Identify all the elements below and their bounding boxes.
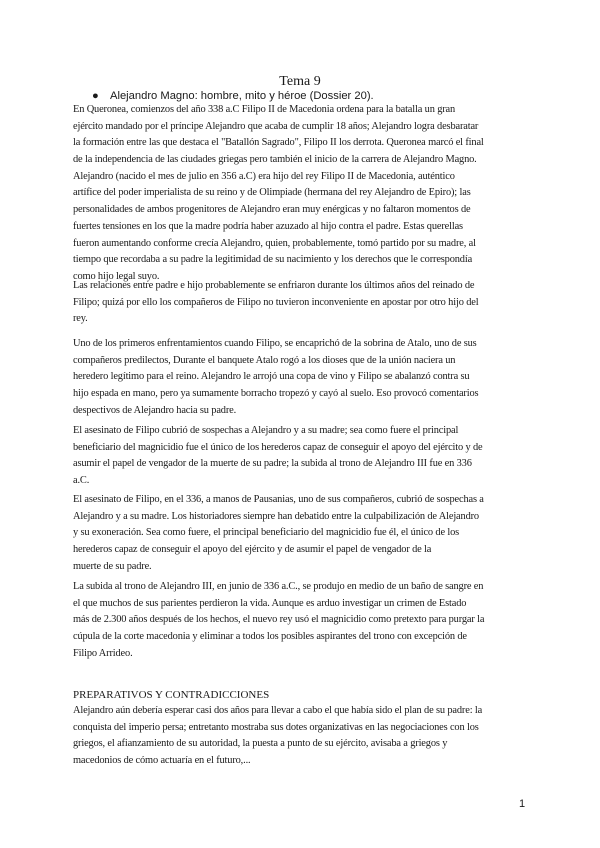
section-heading [73, 687, 533, 704]
text-line: despectivos de Alejandro hacia su padre. [73, 404, 237, 416]
page-number: 1 [519, 798, 526, 810]
text-line: beneficiario del magnicidio fue el único de los herederos capaz de conseguir el apoyo del ejército y de [73, 441, 483, 453]
text-line: Uno de los primeros enfrentamientos cuando Filipo, se encaprichó de la sobrina de Atalo, uno de sus [73, 338, 477, 349]
text-line: griegos, el afianzamiento de su autoridad, la puesta a punto de su ejército, avisaba a griegos y [73, 738, 448, 750]
text-line: El asesinato de Filipo cubrió de sospechas a Alejandro y a su madre; sea como fuere el principal [73, 425, 459, 436]
text-line: compañeros predilectos, Durante el banquete Atalo rogó a los dioses que de la unión naciera un [73, 354, 456, 366]
bullet-item [92, 89, 374, 103]
page-title: Tema 9 [279, 74, 321, 89]
text-line: tiempo que recordaba a su padre la legitimidad de su nacimiento y los derechos que le correspondía [73, 254, 473, 266]
text-line: rey. [73, 313, 88, 325]
bullet-text: Alejandro Magno: hombre, mito y héroe (Dossier 20). [110, 90, 374, 102]
text-line: cúpula de la corte macedonia y eliminar a todos los posibles aspirantes del trono con excepción de [73, 631, 467, 643]
text-line: El asesinato de Filipo, en el 336, a manos de Pausanias, uno de sus compañeros, cubrió de sospechas a [73, 494, 484, 505]
text-line: fueron aumentando conforme crecía Alejandro, quien, probablemente, tomó partido por su madre, al [73, 237, 476, 249]
paragraph-queronea [73, 102, 533, 286]
bullet-dot-icon: ● [92, 90, 99, 102]
paragraph-enfrentamientos [73, 336, 533, 419]
text-line: conquista del imperio persa; entretanto mostraba sus dotes organizativas en las negociaciones con los [73, 721, 479, 733]
text-line: En Queronea, comienzos del año 338 a.C Filipo II de Macedonia ordena para la batalla un gran [73, 104, 456, 115]
text-line: artífice del poder imperialista de su reino y de Olimpiade (hermana del rey Alejandro de Epiro); las [73, 187, 471, 199]
text-line: más de 2.300 años después de los hechos, el nuevo rey usó el magnicidio como pretexto para purgar la [73, 614, 485, 626]
text-line: muerte de su padre. [73, 560, 152, 572]
text-line: Filipo; quizá por ello los compañeros de Filipo no tuvieron inconveniente en apostar por otro hijo del [73, 296, 479, 308]
text-line: personalidades de ambos progenitores de Alejandro eran muy enérgicas y no faltaron momentos de [73, 204, 471, 216]
text-line: y su exoneración. Sea como fuere, el principal beneficiario del magnicidio fue él, el único de los [73, 527, 460, 539]
text-line: el que muchos de sus parientes perdieron la vida. Aunque es arduo investigar un crimen de Estado [73, 597, 467, 609]
paragraph-subida-trono [73, 579, 533, 662]
text-line: ejército mandado por el príncipe Alejandro que acaba de cumplir 18 años; Alejandro logra desbaratar [73, 120, 479, 132]
text-line: a.C. [73, 475, 90, 487]
paragraph-relaciones [73, 278, 533, 328]
text-line: la formación entre las que destaca el "Batallón Sagrado", Filipo II los derrota. Queronea marcó el final [73, 137, 484, 149]
text-line: hijo espada en mano, pero ya sumamente borracho tropezó y cayó al suelo. Eso provocó comentarios [73, 388, 479, 400]
section-heading-text: PREPARATIVOS Y CONTRADICCIONES [73, 689, 270, 701]
text-line: Las relaciones entre padre e hijo probablemente se enfriaron durante los últimos años del reinado de [73, 280, 475, 291]
text-line: macedonios de cómo actuaría en el futuro,... [73, 755, 251, 767]
text-line: Alejandro (nacido el mes de julio en 356 a.C) era hijo del rey Filipo II de Macedonia, auténtico [73, 170, 455, 182]
text-line: como hijo legal suyo. [73, 270, 160, 282]
paragraph-preparativos [73, 703, 533, 770]
text-line: asumir el papel de vengador de la muerte de su padre; la subida al trono de Alejandro III fue en 336 [73, 458, 472, 470]
text-line: de la independencia de las ciudades griegas pero también el inicio de la carrera de Alejandro Magno. [73, 154, 477, 166]
text-line: heredero legítimo para el reino. Alejandro le arrojó una copa de vino y Filipo se abalanzó contra su [73, 371, 470, 383]
paragraph-asesinato-2 [73, 492, 533, 575]
text-line: Alejandro y a su madre. Los historiadores siempre han debatido entre la culpabilización de Alejandro [73, 510, 479, 522]
paragraph-asesinato-1 [73, 423, 533, 490]
text-line: herederos capaz de conseguir el apoyo del ejército y de asumir el papel de vengador de la [73, 544, 432, 556]
text-line: La subida al trono de Alejandro III, en junio de 336 a.C., se produjo en medio de un baño de sangre en [73, 581, 484, 592]
text-line: Alejandro aún debería esperar casi dos años para llevar a cabo el que había sido el plan de su padre: la [73, 705, 483, 716]
text-line: Filipo Arrideo. [73, 647, 133, 659]
text-line: fuertes tensiones en los que la madre podría haber azuzado al hijo contra el padre. Estas querellas [73, 220, 463, 232]
